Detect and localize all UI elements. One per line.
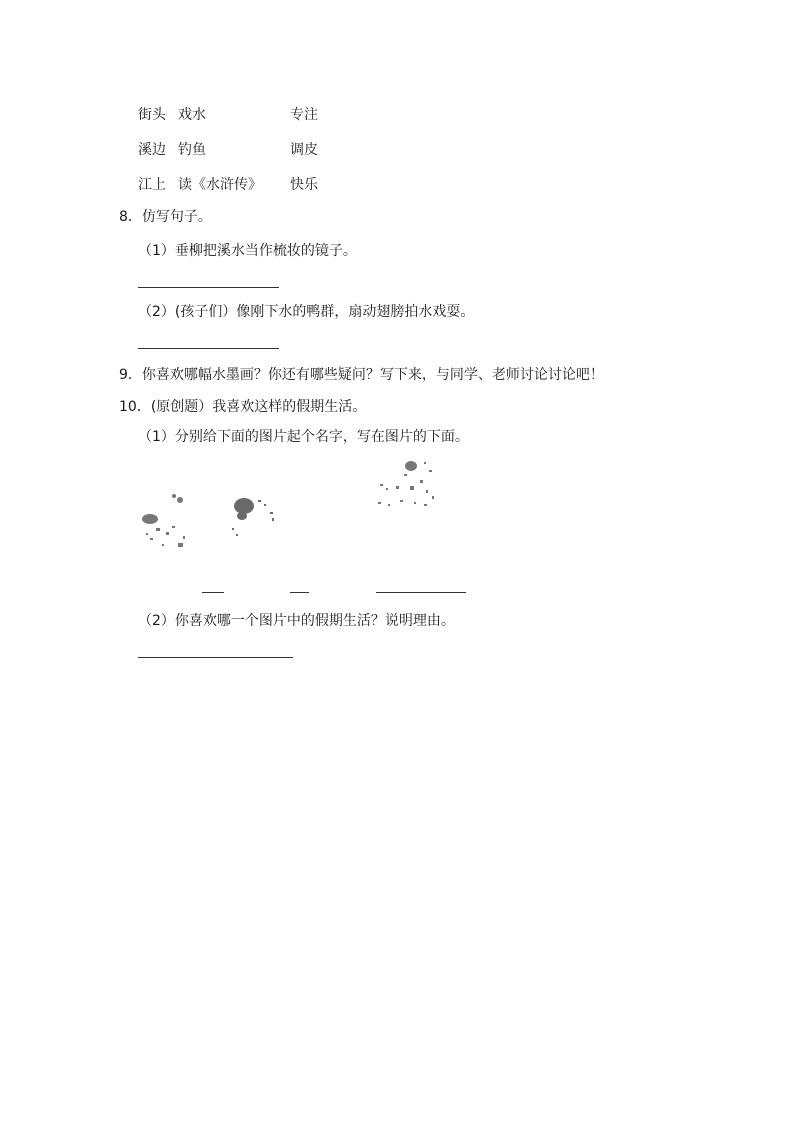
match-place-1: 街头 — [138, 107, 166, 123]
match-mood-1: 专注 — [290, 107, 318, 123]
match-action-2: 钓鱼 — [178, 142, 206, 158]
match-mood-3: 快乐 — [290, 177, 318, 193]
match-place-2: 溪边 — [138, 142, 166, 158]
picture-2-name-line[interactable] — [290, 592, 309, 593]
q9-title: 9．你喜欢哪幅水墨画？你还有哪些疑问？写下来，与同学、老师讨论讨论吧！ — [119, 367, 604, 383]
q10-part2: （2）你喜欢哪一个图片中的假期生活？说明理由。 — [138, 613, 455, 629]
picture-1-name-line[interactable] — [202, 592, 224, 593]
q8-part2: （2）(孩子们）像刚下水的鸭群，扇动翅膀拍水戏耍。 — [138, 304, 475, 320]
q8-answer-line-2[interactable] — [138, 348, 279, 349]
match-mood-2: 调皮 — [290, 142, 318, 158]
q10-title: 10．(原创题）我喜欢这样的假期生活。 — [119, 399, 367, 415]
q8-title: 8．仿写句子。 — [119, 209, 212, 225]
q10-answer-line[interactable] — [138, 657, 293, 658]
match-place-3: 江上 — [138, 177, 166, 193]
q10-part1: （1）分别给下面的图片起个名字，写在图片的下面。 — [138, 429, 469, 445]
picture-3-name-line[interactable] — [376, 592, 466, 593]
holiday-picture-2 — [226, 492, 281, 542]
q8-answer-line-1[interactable] — [138, 287, 279, 288]
holiday-picture-1 — [136, 488, 196, 558]
match-action-1: 戏水 — [178, 107, 206, 123]
holiday-picture-3 — [374, 456, 436, 514]
match-action-3: 读《水浒传》 — [178, 177, 262, 193]
q8-part1: （1）垂柳把溪水当作梳妆的镜子。 — [138, 243, 357, 259]
